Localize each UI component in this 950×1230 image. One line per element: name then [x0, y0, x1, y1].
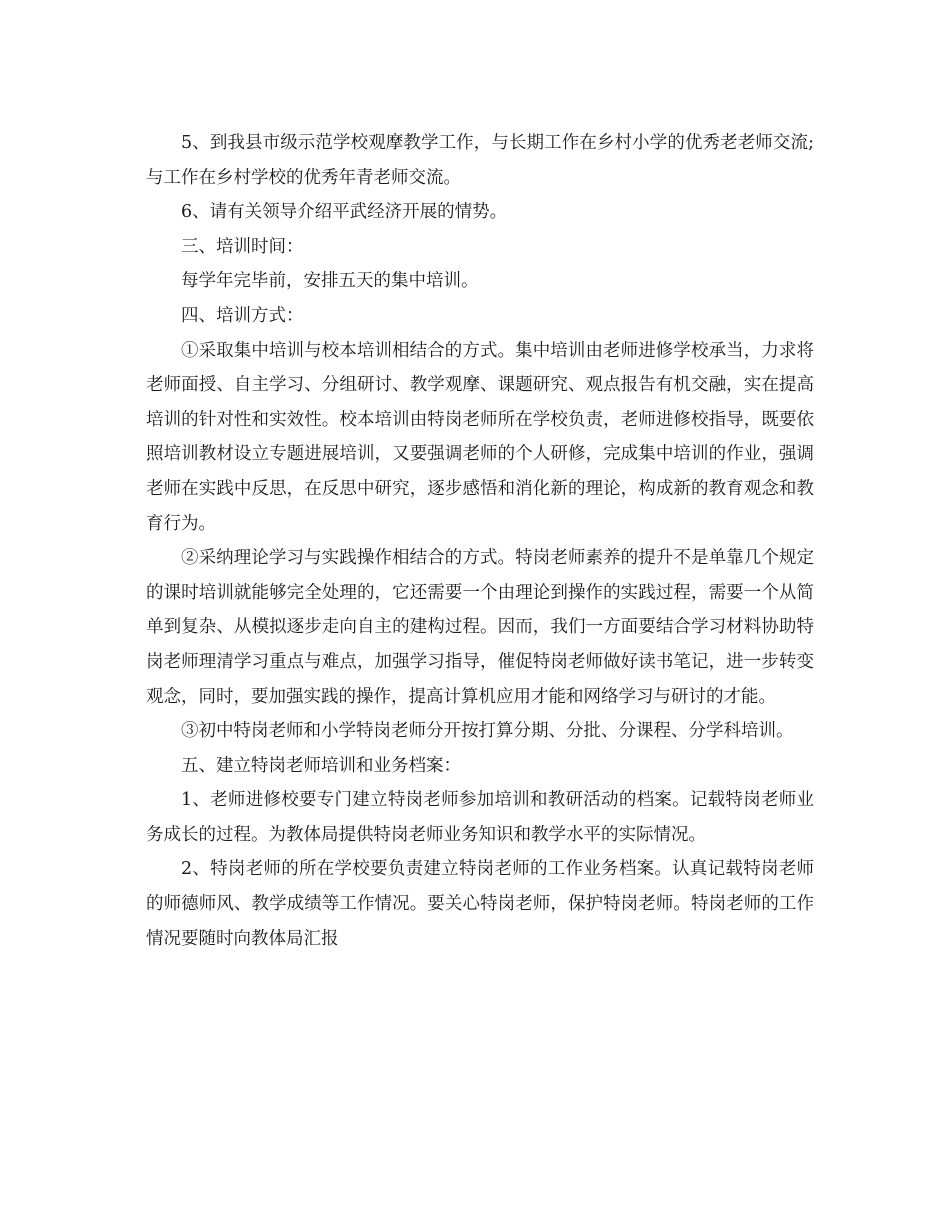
paragraph-method-3: ③初中特岗老师和小学特岗老师分开按打算分期、分批、分课程、分学科培训。: [181, 721, 794, 742]
section-heading-training-time: 三、培训时间：: [181, 236, 304, 257]
paragraph-training-schedule: 每学年完毕前，安排五天的集中培训。: [181, 271, 479, 292]
paragraph-method-2: ②采纳理论学习与实践操作相结合的方式。特岗老师素养的提升不是单靠几个规定的课时培训就能够完全处理的，它还需要一个由理论到操作的实践过程，需要一个从简单到复杂、从模拟逐步走向自主的建构过程。因而，我们一方面要结合学习材料协助特岗老师理清学习重点与难点，加强学习指导，催促特岗老师做好读书笔记，进一步转变观念，同时，要加强实践的操作，提高计算机应用才能和网络学习与研讨的才能。: [146, 548, 814, 707]
section-heading-training-method: 四、培训方式：: [181, 305, 304, 326]
paragraph-method-1: ①采取集中培训与校本培训相结合的方式。集中培训由老师进修学校承当，力求将老师面授、自主学习、分组研讨、教学观摩、课题研究、观点报告有机交融，实在提高培训的针对性和实效性。校本培训由特岗老师所在学校负责，老师进修校指导，既要依照培训教材设立专题进展培训，又要强调老师的个人研修，完成集中培训的作业，强调老师在实践中反思，在反思中研究，逐步感悟和消化新的理论，构成新的教育观念和教育行为。: [146, 340, 814, 534]
paragraph-item-5: 5、到我县市级示范学校观摩教学工作，与长期工作在乡村小学的优秀老老师交流;与工作在乡村学校的优秀年青老师交流。: [146, 133, 814, 188]
paragraph-item-6: 6、请有关领导介绍平武经济开展的情势。: [181, 202, 508, 223]
section-heading-archives: 五、建立特岗老师培训和业务档案：: [181, 755, 461, 776]
paragraph-archive-2: 2、特岗老师的所在学校要负责建立特岗老师的工作业务档案。认真记载特岗老师的师德师风、教学成绩等工作情况。要关心特岗老师，保护特岗老师。特岗老师的工作情况要随时向教体局汇报: [146, 859, 814, 949]
paragraph-archive-1: 1、老师进修校要专门建立特岗老师参加培训和教研活动的档案。记载特岗老师业务成长的过程。为教体局提供特岗老师业务知识和教学水平的实际情况。: [146, 790, 814, 845]
document-body: [146, 126, 814, 956]
